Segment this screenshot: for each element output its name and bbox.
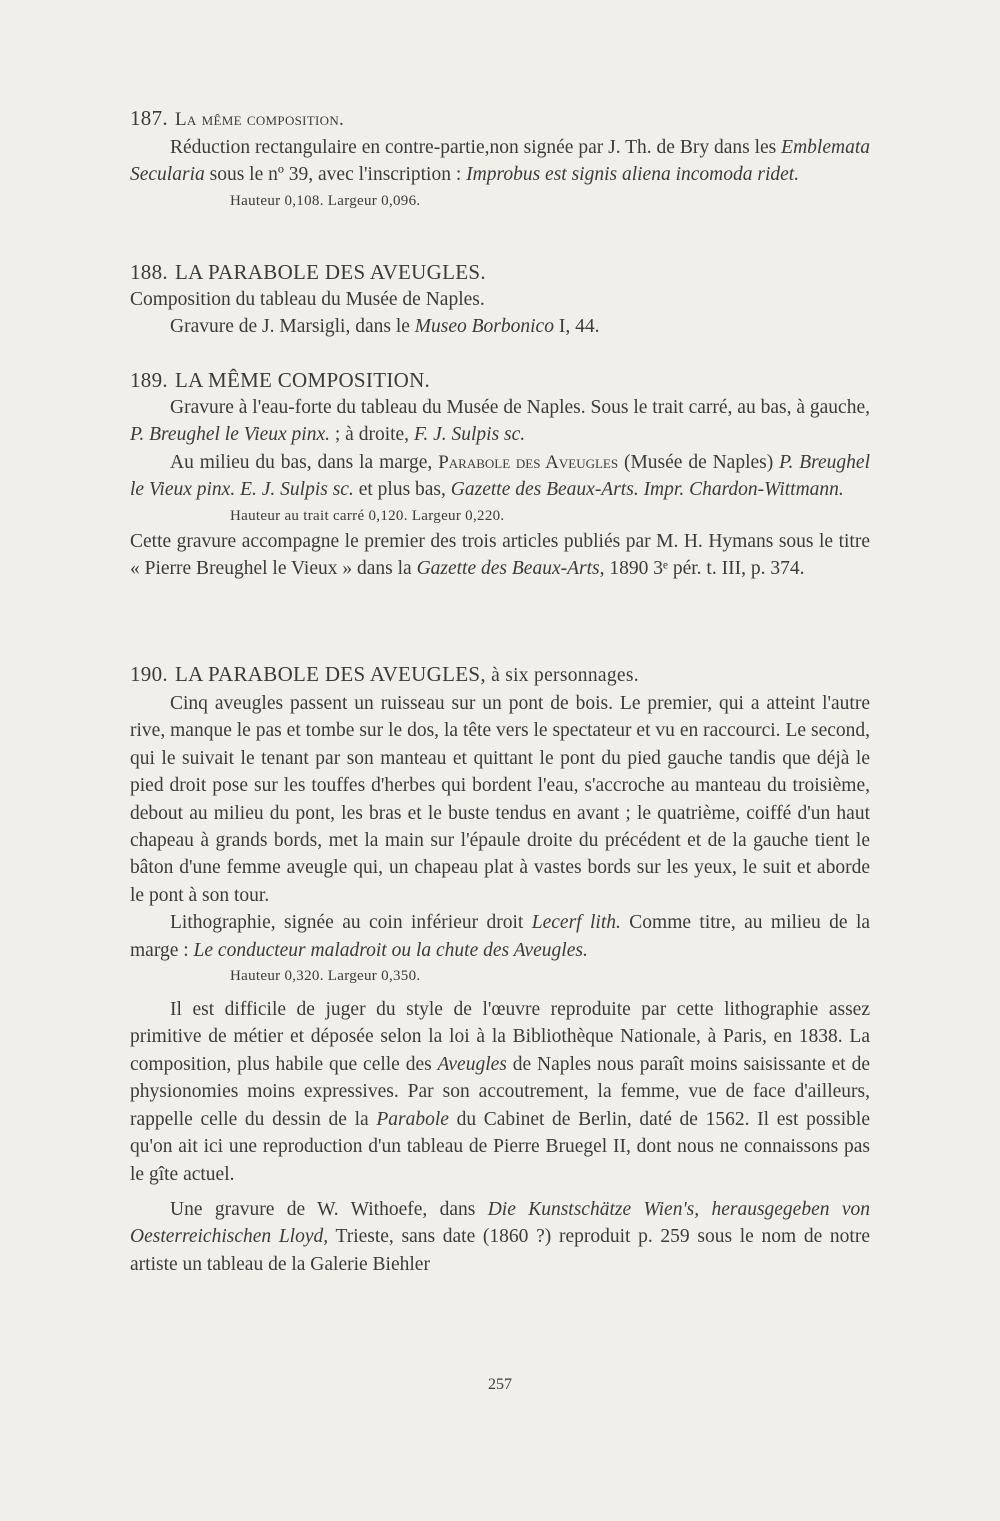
text-span: I, 44.	[553, 316, 600, 338]
text-span: ; à droite,	[330, 424, 414, 446]
entry-title: LA PARABOLE DES AVEUGLES.	[175, 260, 486, 284]
smallcaps-title: Parabole des Aveugles	[438, 451, 619, 473]
entry-number: 188.	[130, 260, 168, 284]
text-span: Au milieu du bas, dans la marge,	[170, 451, 439, 473]
catalog-entry-189	[130, 366, 870, 582]
entry-number: 187.	[130, 106, 168, 130]
italic-title: Aveugles	[437, 1053, 507, 1075]
text-span: Cette gravure accompagne le premier des trois articles publiés par M. H. Hymans sous le titre « Pierre Breughel le Vieux » dans la	[130, 530, 870, 580]
entry-paragraph	[130, 528, 870, 583]
text-span: du Cabinet de Berlin, daté de 1562. Il est possible qu'on ait ici une reproduction d'un tableau de Pierre Bruegel II, dont nous ne connaissons pas le gîte actuel.	[130, 1108, 870, 1185]
entry-paragraph	[130, 996, 870, 1188]
entry-number: 189.	[130, 368, 168, 392]
entry-paragraph	[130, 909, 870, 964]
entry-heading	[130, 104, 870, 134]
text-span: Il est difficile de juger du style de l'œuvre reproduite par cette lithographie assez primitive de métier et déposée selon la loi à la Bibliothèque Nationale, à Paris, en 1838. La composition, plus habile que celle des	[130, 999, 870, 1075]
text-span: et plus bas,	[353, 479, 451, 501]
italic-publication: Gazette des Beaux-Arts. Impr. Chardon-Wittmann.	[450, 479, 844, 501]
entry-title: La même composition.	[175, 109, 345, 130]
entry-line: Composition du tableau du Musée de Naples.	[130, 289, 485, 310]
text-span: (Musée de Naples)	[618, 451, 780, 473]
catalog-entry-188	[130, 258, 870, 341]
text-span: Trieste, sans date (1860 ?) reproduit p. 259 sous le nom de notre artiste un tableau de la Galerie Biehler	[130, 1226, 870, 1275]
text-span: Une gravure de W. Withoefe, dans	[170, 1198, 488, 1220]
entry-heading	[130, 660, 870, 690]
catalog-entry-190	[130, 660, 870, 1278]
page-number: 257	[488, 1376, 512, 1393]
dimensions: Hauteur 0,320. Largeur 0,350.	[230, 968, 421, 985]
italic-title: Museo Borbonico	[414, 316, 554, 338]
dimensions: Hauteur 0,108. Largeur 0,096.	[230, 192, 421, 209]
entry-title-suffix: à six personnages.	[485, 665, 639, 686]
entry-title: LA PARABOLE DES AVEUGLES,	[175, 662, 486, 686]
entry-number: 190.	[130, 662, 168, 686]
italic-signature: Lecerf lith.	[531, 912, 621, 934]
italic-title: Le conducteur maladroit ou la chute des Aveugles.	[193, 939, 588, 961]
entry-paragraph	[130, 134, 870, 189]
entry-paragraph	[130, 394, 870, 449]
text-span: Gravure à l'eau-forte du tableau du Musée de Naples. Sous le trait carré, au bas, à gauche,	[170, 397, 870, 418]
entry-paragraph	[130, 1196, 870, 1278]
text-span: Réduction rectangulaire en contre-partie,non signée par J. Th. de Bry dans les	[170, 137, 782, 158]
entry-line	[130, 313, 870, 340]
text-span: sous le nº 39, avec l'inscription :	[204, 164, 467, 186]
italic-publication: Die Kunstschätze Wien's, herausgegeben von Oesterreichischen Lloyd,	[130, 1198, 870, 1248]
entry-heading	[130, 258, 870, 286]
italic-title: Emblemata Secularia	[130, 137, 870, 186]
dimensions: Hauteur au trait carré 0,120. Largeur 0,220.	[230, 507, 505, 524]
italic-signature: F. J. Sulpis sc.	[413, 424, 526, 446]
text-span: de Naples nous paraît moins saisissante et de physionomies moins expressives. Par son accoutrement, la femme, vue de face d'ailleurs, rappelle celle du dessin de la	[130, 1053, 870, 1130]
italic-signature: P. Breughel le Vieux pinx. E. J. Sulpis sc.	[130, 451, 871, 501]
text-span: Lithographie, signée au coin inférieur droit	[170, 912, 532, 934]
catalog-entry-187	[130, 104, 870, 213]
entry-heading	[130, 366, 870, 394]
inscription: Improbus est signis aliena incomoda ridet.	[466, 164, 800, 186]
entry-paragraph	[130, 449, 870, 504]
text-span: Gravure de J. Marsigli, dans le	[170, 316, 415, 338]
entry-title: LA MÊME COMPOSITION.	[175, 368, 431, 392]
entry-paragraph: Cinq aveugles passent un ruisseau sur un pont de bois. Le premier, qui a atteint l'autre rive, manque le pas et tombe sur le dos, la tête vers le spectateur et vu en raccourci. Le second, qui le suivait le tenant par son manteau et quittant le pont du pied gauche tandis que déjà le pied droit pose sur les touffes d'herbes qui bordent l'eau, s'accroche au manteau du troisième, debout au milieu du pont, les bras et le buste tendus en avant ; le quatrième, coiffé d'un haut chapeau à grands bords, met la main sur l'épaule droite du précédent et de la gauche tient le bâton d'une femme aveugle qui, un chapeau plat à vastes bords sur les yeux, le suit et aborde le pont à son tour.	[130, 693, 870, 906]
italic-publication: Gazette des Beaux-Arts	[416, 558, 600, 580]
text-span: , 1890 3ᵉ pér. t. III, p. 374.	[599, 558, 805, 580]
italic-signature: P. Breughel le Vieux pinx.	[130, 424, 330, 446]
italic-title: Parabole	[376, 1108, 449, 1130]
text-span: Comme titre, au milieu de la marge :	[130, 912, 871, 961]
